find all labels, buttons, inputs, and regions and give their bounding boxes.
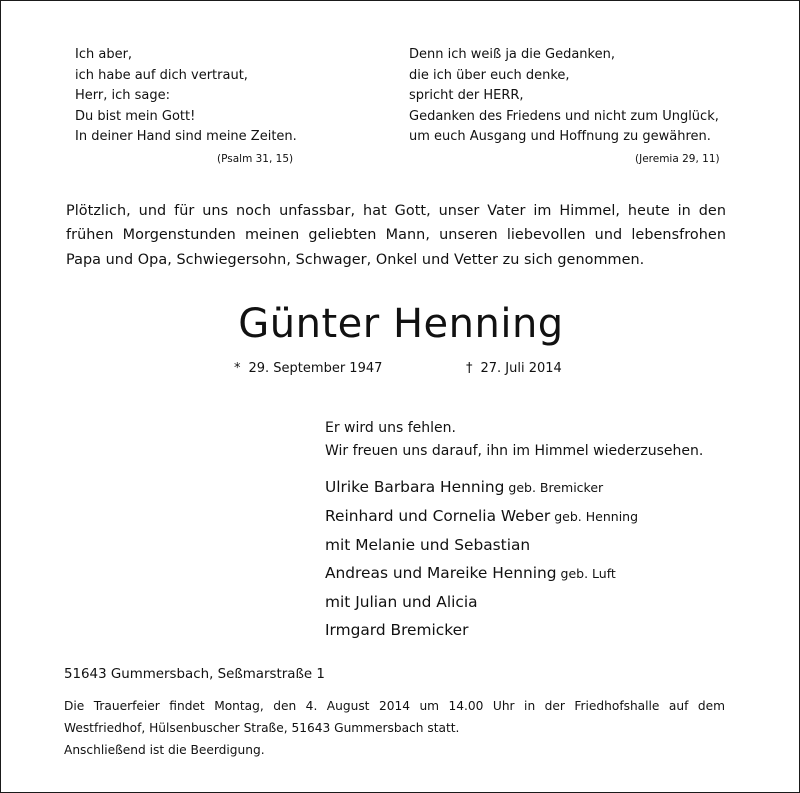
- burial-info: Anschließend ist die Beerdigung.: [64, 743, 265, 757]
- family-member-name: Irmgard Bremicker: [325, 621, 469, 639]
- family-member-name: mit Melanie und Sebastian: [325, 536, 531, 554]
- verse-line: um euch Ausgang und Hoffnung zu gewähren.: [409, 129, 711, 144]
- family-member: [325, 616, 638, 644]
- family-member: [325, 531, 638, 559]
- family-address: 51643 Gummersbach, Seßmarstraße 1: [64, 667, 325, 682]
- verse-line: spricht der HERR,: [409, 88, 524, 103]
- family-member-maiden-name: geb. Bremicker: [508, 480, 604, 495]
- announcement-text: Plötzlich, und für uns noch unfassbar, hat Gott, unser Vater im Himmel, heute in den frühen Morgenstunden meinen geliebten Mann, unseren liebevollen und lebensfrohen Papa und Opa, Schwiegersohn, Schwager, Onkel und Vetter zu sich genommen.: [66, 203, 726, 268]
- verse-line: In deiner Hand sind meine Zeiten.: [75, 129, 297, 144]
- family-member-name: Andreas und Mareike Henning: [325, 564, 557, 582]
- verse-line: Ich aber,: [75, 47, 133, 62]
- deceased-name: Günter Henning: [238, 301, 564, 347]
- birth-date-value: 29. September 1947: [248, 361, 383, 376]
- birth-date: [234, 361, 382, 376]
- family-member-maiden-name: geb. Luft: [560, 566, 616, 581]
- verse-line: Herr, ich sage:: [75, 88, 170, 103]
- farewell-message: [325, 417, 703, 463]
- verse-psalm: [75, 45, 315, 165]
- family-list: [325, 473, 638, 644]
- family-member: [325, 588, 638, 616]
- verse-jeremia: [409, 45, 739, 165]
- death-date: [466, 361, 562, 376]
- verse-line: Du bist mein Gott!: [75, 108, 196, 124]
- funeral-service-info: Die Trauerfeier findet Montag, den 4. August 2014 um 14.00 Uhr in der Friedhofshalle auf dem Westfriedhof, Hülsenbuscher Straße, 51643 Gummersbach statt.: [64, 699, 725, 735]
- verse-line: Denn ich weiß ja die Gedanken,: [409, 47, 615, 62]
- family-member-name: mit Julian und Alicia: [325, 593, 478, 611]
- farewell-line: Er wird uns fehlen.: [325, 420, 456, 436]
- family-member-name: Ulrike Barbara Henning: [325, 478, 505, 496]
- verse-line: Gedanken des Friedens und nicht zum Unglück,: [409, 108, 719, 124]
- verse-line: die ich über euch denke,: [409, 67, 570, 83]
- verse-reference: (Psalm 31, 15): [217, 153, 294, 165]
- family-member-name: Reinhard und Cornelia Weber: [325, 507, 551, 525]
- death-date-value: 27. Juli 2014: [480, 361, 562, 376]
- family-member-maiden-name: geb. Henning: [554, 509, 639, 524]
- death-cross-icon: †: [466, 361, 473, 376]
- verse-line: ich habe auf dich vertraut,: [75, 67, 248, 83]
- verse-reference: (Jeremia 29, 11): [635, 153, 720, 165]
- family-member: [325, 559, 638, 588]
- farewell-line: Wir freuen uns darauf, ihn im Himmel wiederzusehen.: [325, 443, 704, 459]
- family-member: [325, 502, 638, 531]
- family-member: [325, 473, 638, 502]
- birth-star-icon: *: [234, 361, 241, 376]
